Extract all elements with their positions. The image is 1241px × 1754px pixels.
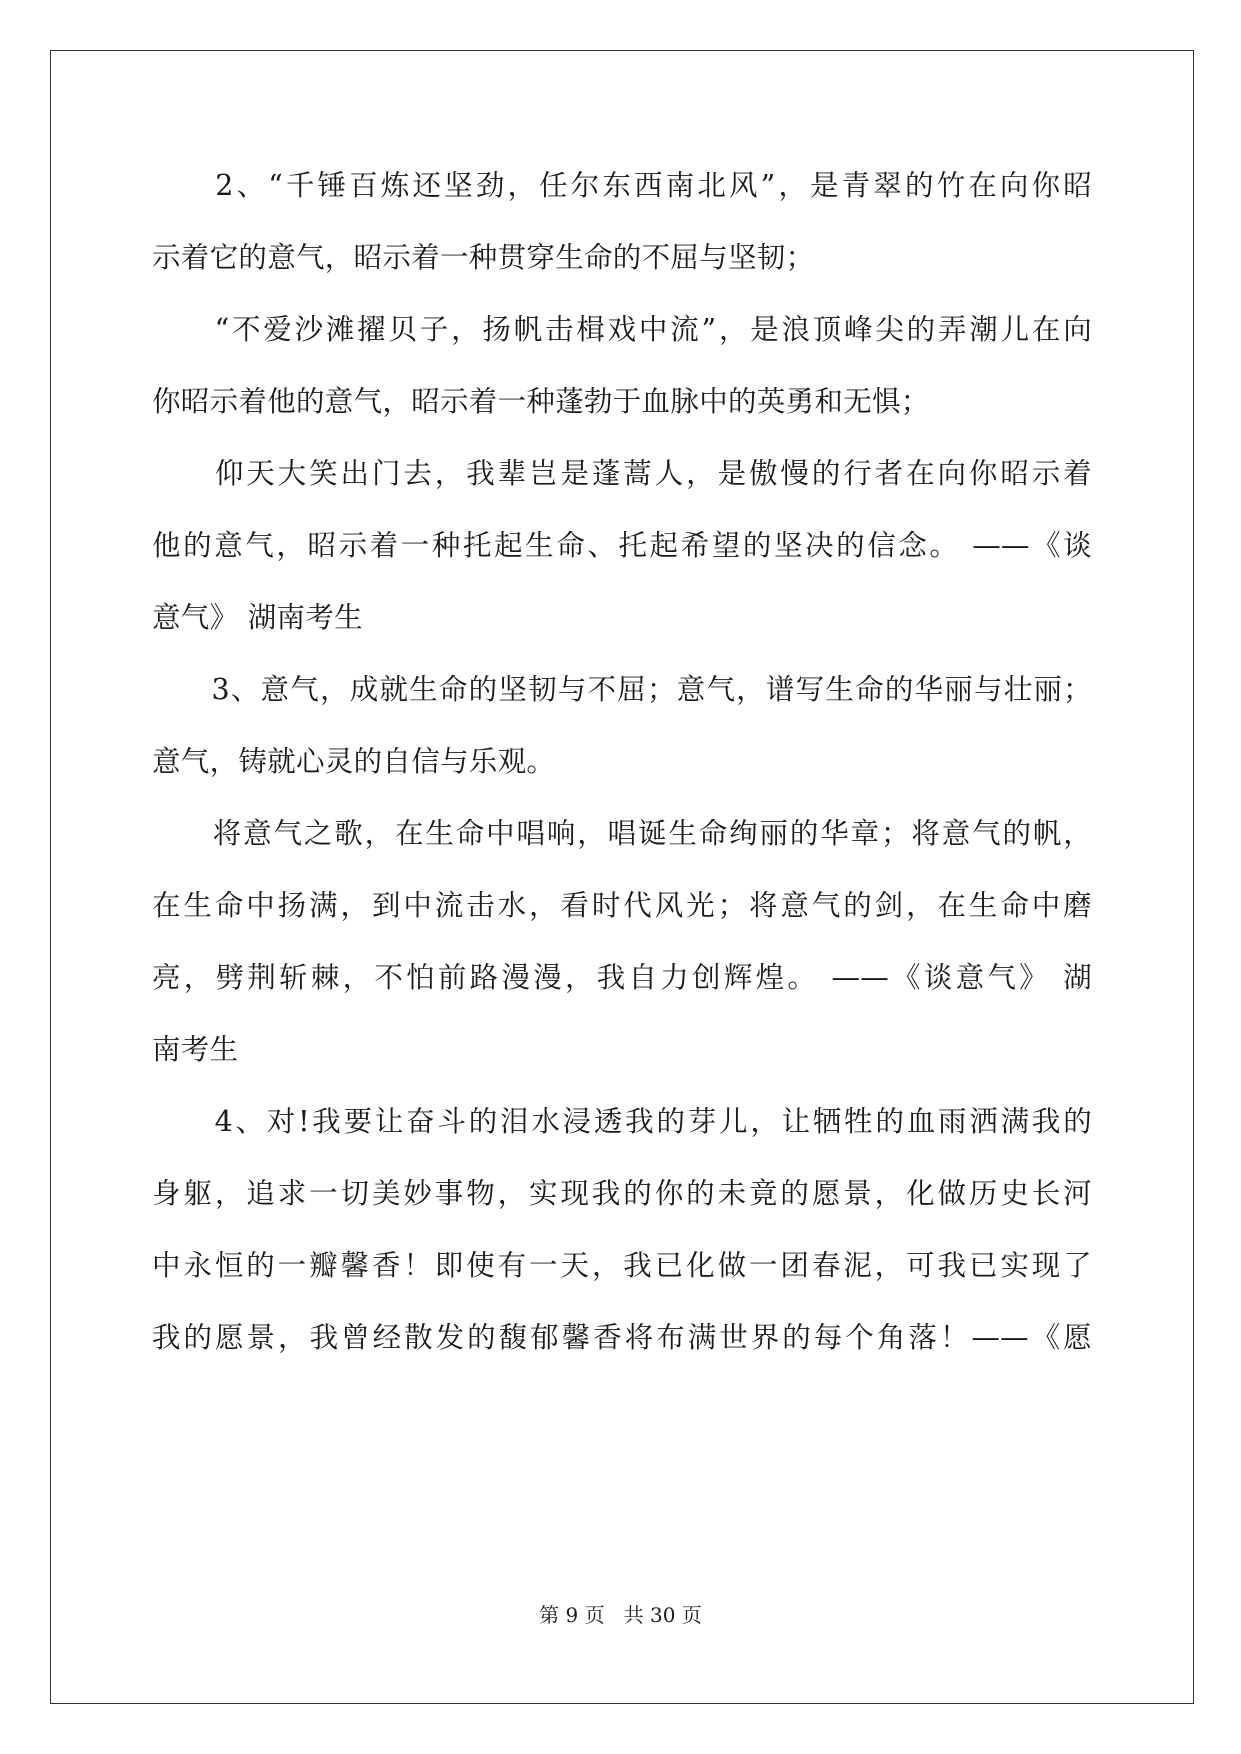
text-line: 示着它的意气，昭示着一种贯穿生命的不屈与坚韧；	[152, 241, 815, 274]
text-line: 中永恒的一瓣馨香！即使有一天，我已化做一团春泥，可我已实现了	[152, 1249, 1092, 1282]
text-line: “不爱沙滩擢贝子，扬帆击楫戏中流”，是浪顶峰尖的弄潮儿在向	[152, 313, 1092, 346]
text-line: 在生命中扬满，到中流击水，看时代风光；将意气的剑，在生命中磨	[152, 889, 1092, 922]
text-line: 将意气之歌，在生命中唱响，唱诞生命绚丽的华章；将意气的帆，	[152, 817, 1092, 850]
text-line: 亮，劈荆斩棘，不怕前路漫漫，我自力创辉煌。 ——《谈意气》 湖	[152, 961, 1092, 994]
text-line: 我的愿景，我曾经散发的馥郁馨香将布满世界的每个角落！——《愿	[152, 1321, 1092, 1354]
text-line: 南考生	[152, 1033, 239, 1066]
text-line: 他的意气，昭示着一种托起生命、托起希望的坚决的信念。 ——《谈	[152, 529, 1092, 562]
page-border	[50, 50, 1194, 1704]
page-total: 共 30 页	[623, 1603, 702, 1627]
text-line: 你昭示着他的意气，昭示着一种蓬勃于血脉中的英勇和无惧；	[152, 385, 930, 418]
page-number: 第 9 页	[539, 1603, 605, 1627]
page-footer	[0, 1603, 1241, 1627]
text-line: 4、对!我要让奋斗的泪水浸透我的芽儿，让牺牲的血雨洒满我的	[152, 1105, 1092, 1138]
text-line: 3、意气，成就生命的坚韧与不屈；意气，谱写生命的华丽与壮丽；	[152, 673, 1092, 706]
text-line: 意气》 湖南考生	[152, 601, 363, 634]
text-line: 2、“千锤百炼还坚劲，任尔东西南北风”，是青翠的竹在向你昭	[152, 169, 1092, 202]
text-line: 意气，铸就心灵的自信与乐观。	[152, 745, 556, 778]
text-line: 身躯，追求一切美妙事物，实现我的你的未竟的愿景，化做历史长河	[152, 1177, 1092, 1210]
text-line: 仰天大笑出门去，我辈岂是蓬蒿人，是傲慢的行者在向你昭示着	[152, 457, 1092, 490]
